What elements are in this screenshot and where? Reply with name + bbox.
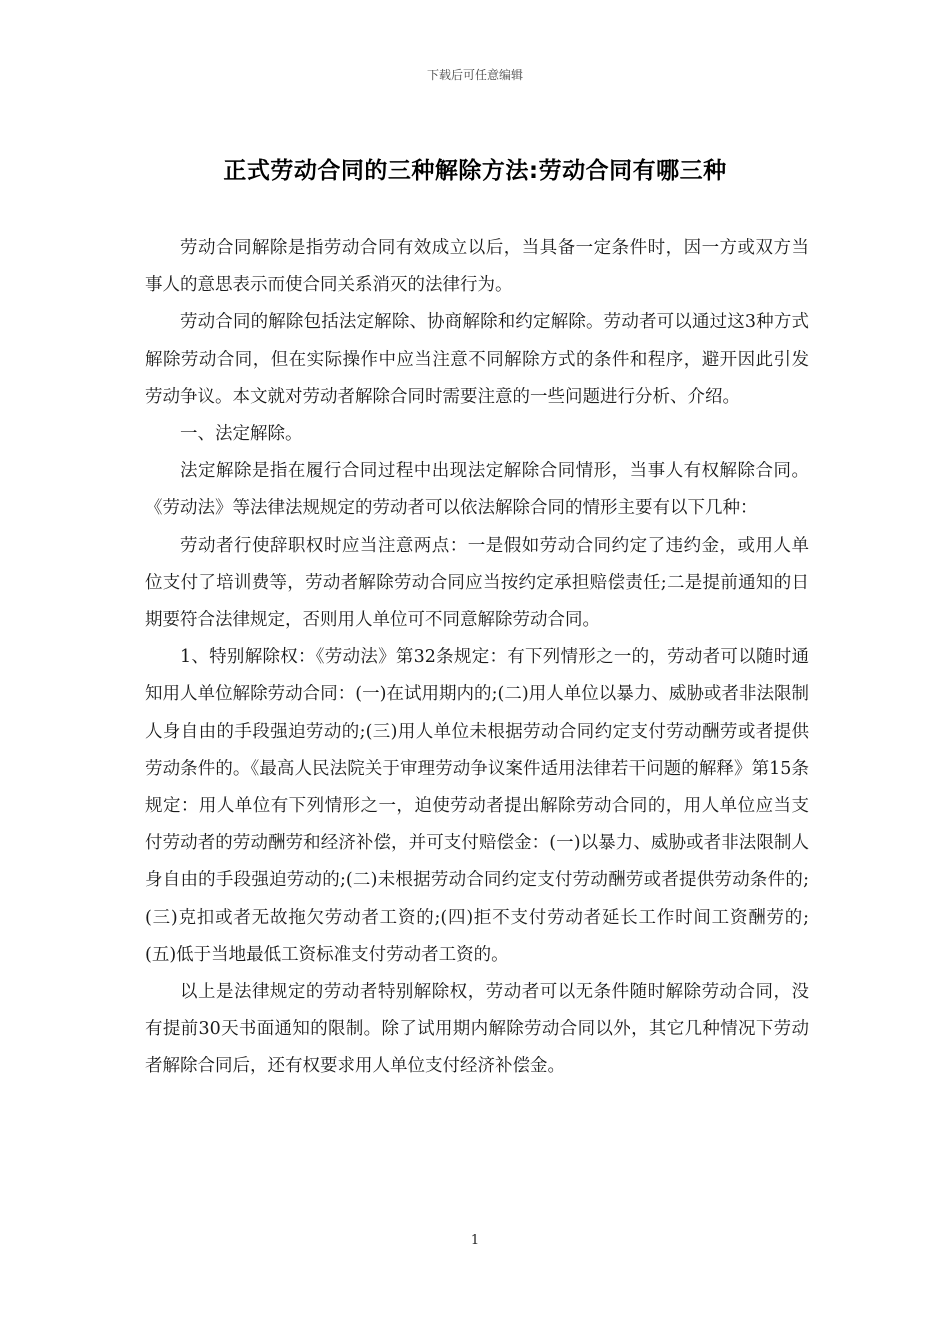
section-heading-legal-termination: 一、法定解除。: [180, 424, 303, 445]
header-note: 下载后可任意编辑: [426, 68, 523, 82]
paragraph-definition: 劳动合同解除是指劳动合同有效成立以后，当具备一定条件时，因一方或双方当事人的意思表示而使合同关系消灭的法律行为。: [145, 238, 809, 296]
paragraph-resignation-notes: 劳动者行使辞职权时应当注意两点：一是假如劳动合同约定了违约金，或用人单位支付了培训费等，劳动者解除劳动合同应当按约定承担赔偿责任;二是提前通知的日期要符合法律规定，否则用人单位可不同意解除劳动合同。: [145, 535, 809, 631]
document-body: [145, 230, 809, 1086]
page-number: 1: [470, 1233, 480, 1248]
paragraph-legal-termination: 法定解除是指在履行合同过程中出现法定解除合同情形，当事人有权解除合同。《劳动法》等法律法规规定的劳动者可以依法解除合同的情形主要有以下几种：: [145, 461, 809, 519]
paragraph-summary: 以上是法律规定的劳动者特别解除权，劳动者可以无条件随时解除劳动合同，没有提前30天书面通知的限制。除了试用期内解除劳动合同以外，其它几种情况下劳动者解除合同后，还有权要求用人单位支付经济补偿金。: [145, 982, 809, 1077]
paragraph-special-termination-right: 1、特别解除权：《劳动法》第32条规定：有下列情形之一的，劳动者可以随时通知用人单位解除劳动合同：(一)在试用期内的;(二)用人单位以暴力、威胁或者非法限制人身自由的手段强迫劳动的;(三)用人单位未根据劳动合同约定支付劳动酬劳或者提供劳动条件的。《最高人民法院关于审理劳动争议案件适用法律若干问题的解释》第15条规定：用人单位有下列情形之一，迫使劳动者提出解除劳动合同的，用人单位应当支付劳动者的劳动酬劳和经济补偿，并可支付赔偿金：(一)以暴力、威胁或者非法限制人身自由的手段强迫劳动的;(二)未根据劳动合同约定支付劳动酬劳或者提供劳动条件的;(三)克扣或者无故拖欠劳动者工资的;(四)拒不支付劳动者延长工作时间工资酬劳的;(五)低于当地最低工资标准支付劳动者工资的。: [145, 647, 809, 965]
document-title: 正式劳动合同的三种解除方法:劳动合同有哪三种: [223, 158, 727, 184]
paragraph-types: 劳动合同的解除包括法定解除、协商解除和约定解除。劳动者可以通过这3种方式解除劳动合同，但在实际操作中应当注意不同解除方式的条件和程序，避开因此引发劳动争议。本文就对劳动者解除合同时需要注意的一些问题进行分析、介绍。: [145, 312, 809, 407]
